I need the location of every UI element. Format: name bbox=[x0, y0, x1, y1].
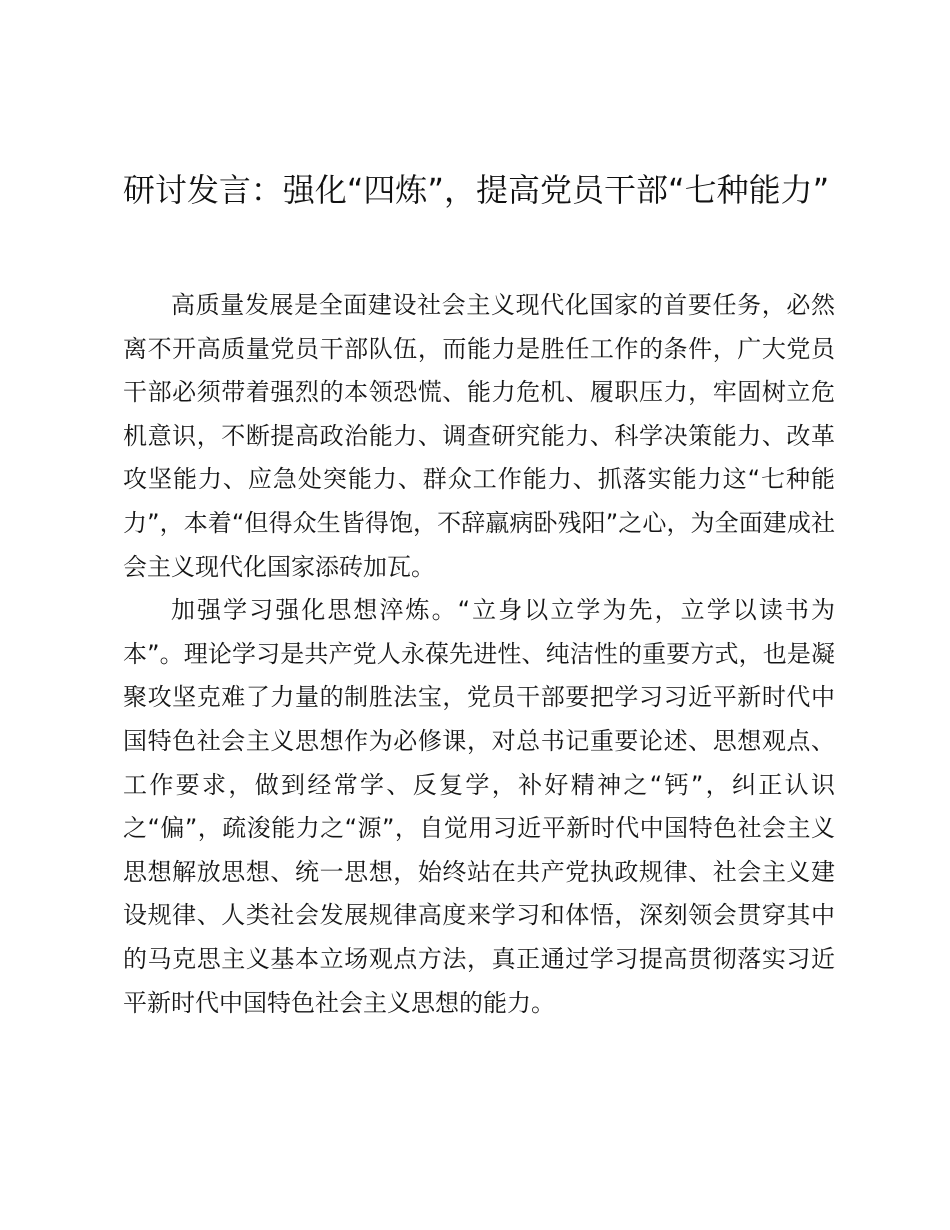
document-title: 研讨发言：强化“四炼”，提高党员干部“七种能力” bbox=[122, 171, 830, 209]
paragraph-1: 高质量发展是全面建设社会主义现代化国家的首要任务，必然离不开高质量党员干部队伍，而能力是胜任工作的条件，广大党员干部必须带着强烈的本领恐慌、能力危机、履职压力，牢固树立危机意识，不断提高政治能力、调查研究能力、科学决策能力、改革攻坚能力、应急处突能力、群众工作能力、抓落实能力这“七种能力”，本着“但得众生皆得饱，不辞羸病卧残阳”之心，为全面建成社会主义现代化国家添砖加瓦。 bbox=[123, 291, 835, 581]
document-body bbox=[123, 284, 835, 1025]
paragraph-2: 加强学习强化思想淬炼。“立身以立学为先，立学以读书为本”。理论学习是共产党人永葆先进性、纯洁性的重要方式，也是凝聚攻坚克难了力量的制胜法宝，党员干部要把学习习近平新时代中国特色社会主义思想作为必修课，对总书记重要论述、思想观点、工作要求，做到经常学、反复学，补好精神之“钙”，纠正认识之“偏”，疏浚能力之“源”，自觉用习近平新时代中国特色社会主义思想解放思想、统一思想，始终站在共产党执政规律、社会主义建设规律、人类社会发展规律高度来学习和体悟，深刻领会贯穿其中的马克思主义基本立场观点方法，真正通过学习提高贯彻落实习近平新时代中国特色社会主义思想的能力。 bbox=[123, 596, 835, 1017]
